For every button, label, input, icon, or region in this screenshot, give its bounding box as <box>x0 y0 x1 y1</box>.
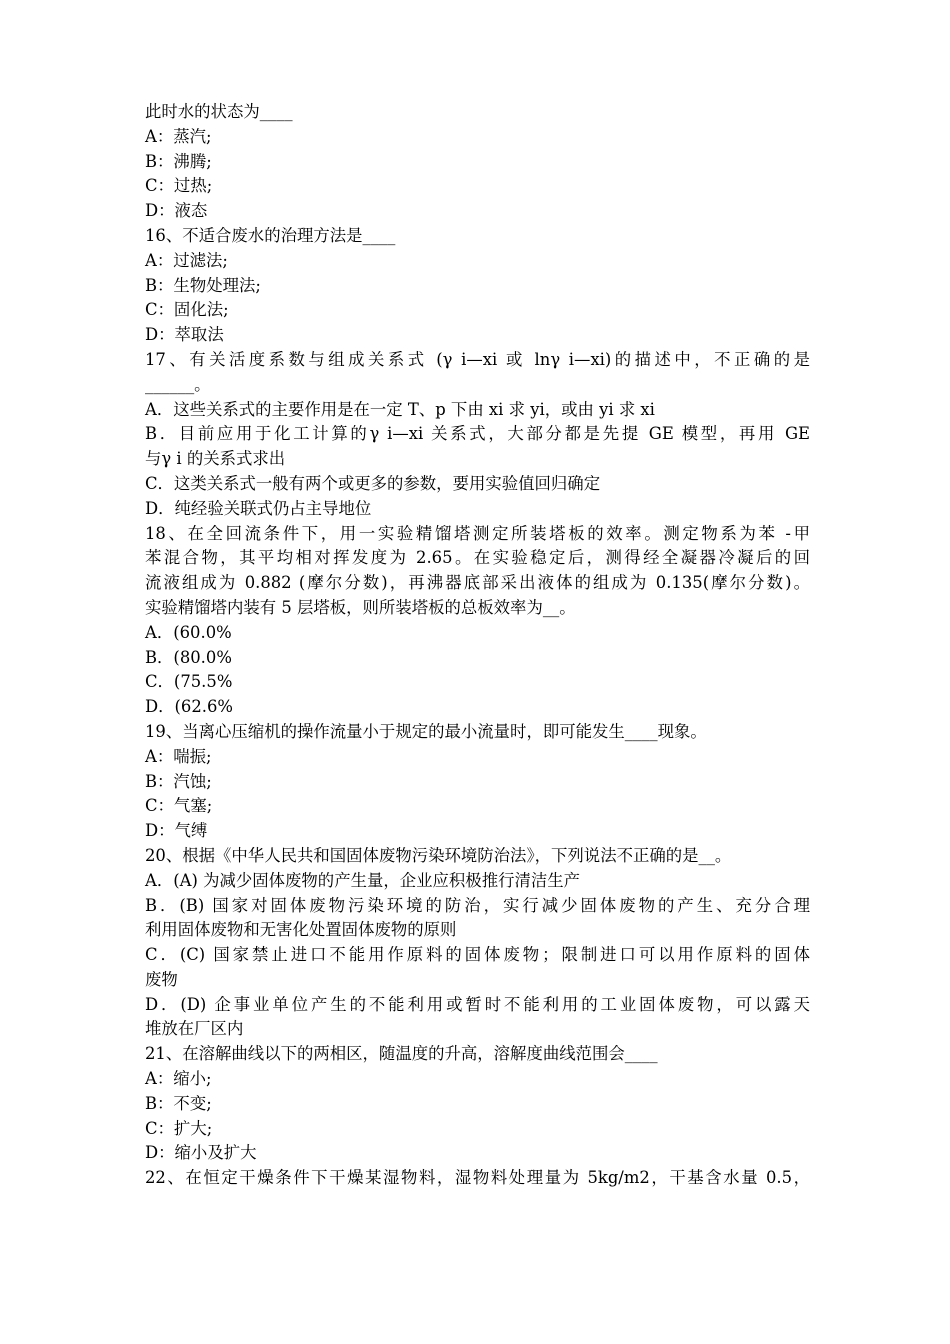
question-line: 20、根据《中华人民共和国固体废物污染环境防治法》，下列说法不正确的是__。 <box>145 845 732 865</box>
option-line: A．(60.0% <box>145 622 232 642</box>
document-page <box>145 100 810 1191</box>
option-line: A：过滤法; <box>145 250 228 270</box>
question-line: 16、不适合废水的治理方法是____ <box>145 225 396 245</box>
option-line: 利用固体废物和无害化处置固体废物的原则 <box>145 920 457 940</box>
option-line: D．(D) 企事业单位产生的不能利用或暂时不能利用的工业固体废物，可以露天 <box>145 994 810 1014</box>
option-line: D：液态 <box>145 201 208 221</box>
option-line: A：蒸汽; <box>145 126 212 146</box>
option-line: A．这些关系式的主要作用是在一定 T、p 下由 xi 求 yi，或由 yi 求 xi <box>145 399 655 419</box>
question-line: 实验精馏塔内装有 5 层塔板，则所装塔板的总板效率为__。 <box>145 597 576 617</box>
option-line: C：扩大; <box>145 1118 213 1138</box>
option-line: C：过热; <box>145 176 213 196</box>
option-line: 废物 <box>145 969 178 989</box>
option-line: B：生物处理法; <box>145 275 261 295</box>
option-line: A．(A) 为减少固体废物的产生量，企业应积极推行清洁生产 <box>145 870 581 890</box>
option-line: C．(75.5% <box>145 672 233 692</box>
option-line: A：缩小; <box>145 1069 212 1089</box>
option-line: B．目前应用于化工计算的γ i—xi 关系式，大部分都是先提 GE 模型，再用 GE <box>145 424 810 444</box>
option-line: B．(B) 国家对固体废物污染环境的防治，实行减少固体废物的产生、充分合理 <box>145 895 810 915</box>
option-line: C．(C) 国家禁止进口不能用作原料的固体废物；限制进口可以用作原料的固体 <box>145 945 810 965</box>
option-line: D．(62.6% <box>145 697 233 717</box>
option-line: B：汽蚀; <box>145 771 212 791</box>
question-line: 22、在恒定干燥条件下干燥某湿物料，湿物料处理量为 5kg/m2，干基含水量 0.5， <box>145 1168 810 1188</box>
option-line: B：沸腾; <box>145 151 212 171</box>
question-line: 18、在全回流条件下，用一实验精馏塔测定所装塔板的效率。测定物系为苯 -甲 <box>145 523 810 543</box>
option-line: 堆放在厂区内 <box>145 1019 244 1039</box>
question-line: 苯混合物，其平均相对挥发度为 2.65。在实验稳定后，测得经全凝器冷凝后的回 <box>145 548 810 568</box>
option-line: 与γ i 的关系式求出 <box>145 449 286 469</box>
question-line: 19、当离心压缩机的操作流量小于规定的最小流量时，即可能发生____现象。 <box>145 721 707 741</box>
option-line: D．纯经验关联式仍占主导地位 <box>145 498 372 518</box>
option-line: B．(80.0% <box>145 647 232 667</box>
option-line: C．这类关系式一般有两个或更多的参数，要用实验值回归确定 <box>145 473 601 493</box>
option-line: B：不变; <box>145 1093 212 1113</box>
option-line: D：缩小及扩大 <box>145 1143 257 1163</box>
question-line: 17、有关活度系数与组成关系式 (γ i—xi 或 lnγ i—xi)的描述中，不正确的是 <box>145 349 810 369</box>
option-line: A：喘振; <box>145 746 212 766</box>
question-line: ______。 <box>145 374 211 394</box>
option-line: D：萃取法 <box>145 325 224 345</box>
question-line: 流液组成为 0.882 (摩尔分数)，再沸器底部采出液体的组成为 0.135(摩尔分数)。 <box>145 573 810 593</box>
option-line: D：气缚 <box>145 821 208 841</box>
question-line: 21、在溶解曲线以下的两相区，随温度的升高，溶解度曲线范围会____ <box>145 1044 658 1064</box>
option-line: C：固化法; <box>145 300 229 320</box>
option-line: C：气塞; <box>145 796 213 816</box>
text-line: 此时水的状态为____ <box>145 102 293 121</box>
